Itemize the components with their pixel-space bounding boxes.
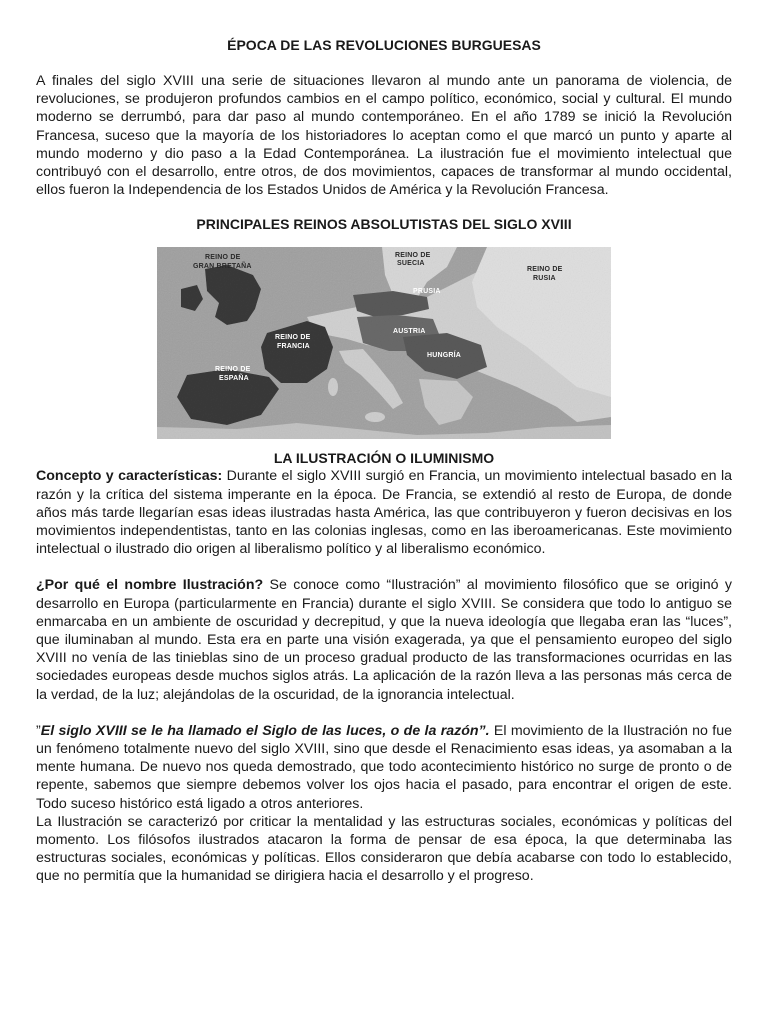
nombre-text: Se conoce como “Ilustración” al movimiento filosófico que se originó y desarrollo en Europa (particularmente en Francia) durante el siglo XVIII. Se considera que todo lo antiguo se enmarcaba en un ambiente de oscuridad y decrepitud, y que la nueva ideología que llegaba eran las “luces”, que iluminaban al mundo. Esta era en parte una visión exagerada, ya que el pensamiento europeo del siglo XVIII no venía de las tinieblas sino de un proceso gradual producto de las transformaciones ocurridas en las sociedades europeas desde muchos siglos atrás. La aplicación de la razón lleva a las personas más cerca de la verdad, de la luz; alejándolas de la oscuridad, de la ignorancia intelectual. [36, 577, 732, 703]
paragraph-spacer [36, 558, 732, 576]
concepto-text: Durante el siglo XVIII surgió en Francia, un movimiento intelectual basado en la razón y la crítica del sistema imperante en la época. De Francia, se extendió al resto de Europa, de donde años más tarde llegarían esas ideas ilustradas hasta América, las que contribuyeron y fueron decisivas en los movimientos independentistas, tanto en las colonias inglesas, como en las iberoamericanas. Este movimiento intelectual o ilustrado dio origen al liberalismo político y al liberalismo económico. [36, 468, 733, 558]
label-gran-bretana-1: REINO DE [205, 254, 241, 262]
document-page [36, 36, 732, 886]
label-rusia-2: RUSIA [533, 275, 556, 283]
label-suecia-2: SUECIA [397, 260, 425, 268]
europe-kingdoms-map [157, 247, 611, 439]
intro-paragraph: A finales del siglo XVIII una serie de situaciones llevaron al mundo ante un panorama de violencia, de revoluciones, se produjeron profundos cambios en el campo político, económico, social y cultural. El mundo moderno se derrumbó, para dar paso al mundo contemporáneo. En el año 1789 se inició la Revolución Francesa, suceso que la mayoría de los historiadores lo aceptan como el que marcó un punto y aparte al mundo moderno y dio paso a la Edad Contemporánea. La ilustración fue el movimiento intelectual que contribuyó con el desarrollo, entre otros, de dos movimientos, capaces de transformar al mundo occidental, ellos fueron la Independencia de los Estados Unidos de América y la Revolución Francesa. [36, 73, 732, 199]
map-sicily [365, 412, 385, 422]
label-austria: AUSTRIA [393, 328, 426, 336]
label-hungria: HUNGRÍA [427, 352, 462, 360]
map-section-title: PRINCIPALES REINOS ABSOLUTISTAS DEL SIGLO XVIII [196, 216, 572, 233]
label-espana-2: ESPAÑA [219, 375, 249, 383]
europe-map-image [157, 247, 611, 439]
label-prusia: PRUSIA [413, 288, 441, 296]
concepto-paragraph [36, 467, 732, 558]
label-gran-bretana-2: GRAN BRETAÑA [193, 263, 252, 271]
label-francia-2: FRANCIA [277, 343, 310, 351]
label-rusia-1: REINO DE [527, 266, 563, 274]
ilustracion-section-title: LA ILUSTRACIÓN O ILUMINISMO [273, 450, 495, 467]
luces-paragraph [36, 722, 732, 813]
label-suecia-1: REINO DE [395, 252, 431, 260]
luces-open-quote: ” [36, 722, 41, 739]
map-sardinia [328, 378, 338, 396]
luces-text: El movimiento de la Ilustración no fue un fenómeno totalmente nuevo del siglo XVIII, sino que desde el Renacimiento esas ideas, ya asomaban a la mente humana. De nuevo nos queda demostrado, que todo acontecimiento histórico no surge de pronto o de repente, sabemos que siempre debemos volver los ojos hacia el pasado, para encontrar el origen de este. Todo suceso histórico está ligado a otros anteriores. [36, 722, 732, 812]
paragraph-spacer [36, 704, 732, 722]
nombre-lead: ¿Por qué el nombre Ilustración? [36, 577, 264, 594]
concepto-lead: Concepto y características: [36, 468, 223, 485]
label-espana-1: REINO DE [215, 366, 251, 374]
luces-lead: El siglo XVIII se le ha llamado el Siglo de las luces, o de la razón”. [40, 722, 490, 739]
page-title: ÉPOCA DE LAS REVOLUCIONES BURGUESAS [227, 37, 541, 53]
nombre-paragraph [36, 576, 732, 703]
label-francia-1: REINO DE [275, 334, 311, 342]
critica-paragraph: La Ilustración se caracterizó por criticar la mentalidad y las estructuras sociales, económicas y políticas del momento. Los filósofos ilustrados atacaron la forma de pensar de esa época, la que determinaba las estructuras sociales, económicas y políticas. Ellos consideraron que debía acabarse con todo lo establecido, que no permitía que la humanidad se dirigiera hacia el desarrollo y el progreso. [36, 813, 732, 885]
